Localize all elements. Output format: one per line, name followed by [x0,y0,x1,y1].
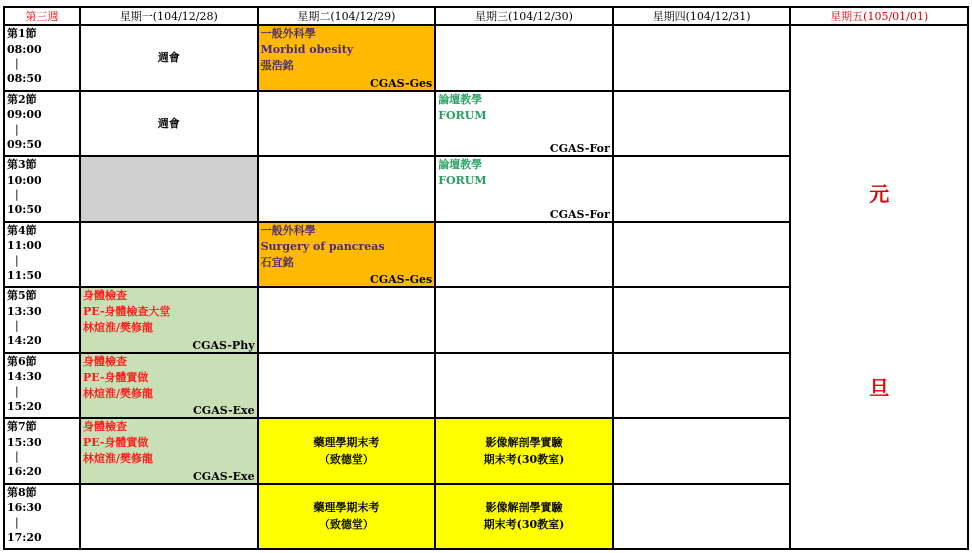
time-separator: | [15,122,19,136]
exam-title: 藥理學期末考 [313,435,380,449]
period-end: 08:50 [7,72,42,85]
course-code: CGAS-Phy [192,338,255,352]
tue-p4-course[interactable] [258,222,436,288]
period-row-1 [4,25,968,91]
mon-p8-cell[interactable] [80,484,258,550]
wed-p6-cell[interactable] [435,353,613,419]
period-end: 14:20 [7,334,42,347]
time-separator: | [15,57,19,70]
thu-p7-cell[interactable] [613,418,791,484]
mon-p4-cell[interactable] [80,222,258,288]
wed-p8-exam[interactable] [435,484,613,550]
period-end: 09:50 [7,137,42,151]
wed-p7-exam[interactable] [435,418,613,484]
course-topic: Surgery of pancreas [260,239,385,253]
period-label: 第6節 [7,354,37,368]
thu-p8-cell[interactable] [613,484,791,550]
period-cell [4,25,80,91]
assembly-text: 週會 [157,116,180,130]
friday-holiday-cell [790,25,968,549]
exam-location: 期末考(30教室) [483,518,565,532]
period-label: 第5節 [7,289,37,302]
course-code: CGAS-Ges [370,273,433,286]
wed-p3-course[interactable] [435,156,613,222]
course-teacher: 林煊淮/樊修龍 [83,321,154,334]
period-cell [4,418,80,484]
period-label: 第1節 [7,27,37,40]
period-label: 第3節 [7,158,37,171]
tue-p5-cell[interactable] [258,287,436,353]
period-label: 第2節 [7,92,37,106]
course-subject: 論壇教學 [438,92,483,106]
day-header-fri: 星期五(105/01/01) [790,7,968,25]
day-header-tue: 星期二(104/12/29) [258,7,436,25]
assembly-text: 週會 [157,51,180,65]
period-end: 15:20 [7,399,42,413]
course-code: CGAS-Exe [193,469,255,483]
course-code: CGAS-For [549,207,610,221]
mon-p6-course[interactable] [80,353,258,419]
course-subject: 身體檢查 [83,289,127,302]
period-start: 16:30 [7,501,42,514]
period-cell [4,222,80,288]
exam-title: 影像解剖學實驗 [485,501,563,515]
period-start: 08:00 [7,42,42,56]
week-header: 第三週 [4,7,80,25]
tue-p3-cell[interactable] [258,156,436,222]
period-start: 11:00 [7,239,42,252]
course-subject: 身體檢查 [83,420,127,433]
course-code: CGAS-For [549,142,610,155]
period-label: 第8節 [7,485,37,499]
period-start: 13:30 [7,304,42,318]
mon-p2-cell[interactable] [80,91,258,157]
day-header-thu: 星期四(104/12/31) [613,7,791,25]
time-separator: | [15,319,19,332]
time-separator: | [15,450,19,463]
exam-title: 影像解剖學實驗 [485,435,563,449]
tue-p8-exam[interactable] [258,484,436,550]
course-teacher: 林煊淮/樊修龍 [83,386,154,400]
course-subject: 論壇教學 [438,158,483,171]
period-cell [4,287,80,353]
tue-p1-course[interactable] [258,25,436,91]
wed-p4-cell[interactable] [435,222,613,288]
period-label: 第7節 [7,420,37,433]
course-topic: Morbid obesity [260,43,354,56]
thu-p5-cell[interactable] [613,287,791,353]
exam-location: （致德堂） [318,452,374,466]
thu-p2-cell[interactable] [613,91,791,157]
tue-p6-cell[interactable] [258,353,436,419]
thu-p6-cell[interactable] [613,353,791,419]
time-separator: | [15,515,19,529]
tue-p2-cell[interactable] [258,91,436,157]
course-teacher: 石宜銘 [260,255,294,269]
period-start: 10:00 [7,173,42,187]
exam-location: （致德堂） [318,518,374,532]
thu-p3-cell[interactable] [613,156,791,222]
header-row [4,7,968,25]
period-cell [4,353,80,419]
day-header-mon: 星期一(104/12/28) [80,7,258,25]
period-cell [4,484,80,550]
period-start: 14:30 [7,370,42,383]
holiday-char-1: 元 [869,182,890,206]
thu-p4-cell[interactable] [613,222,791,288]
course-teacher: 張浩銘 [260,59,294,72]
course-topic: FORUM [438,174,487,187]
period-end: 10:50 [7,203,42,216]
period-cell [4,156,80,222]
mon-p5-course[interactable] [80,287,258,353]
day-header-wed: 星期三(104/12/30) [435,7,613,25]
course-teacher: 林煊淮/樊修龍 [83,452,154,465]
course-topic: PE-身體檢查大堂 [83,305,171,318]
period-start: 09:00 [7,108,42,121]
period-end: 17:20 [7,530,42,544]
time-separator: | [15,188,19,201]
period-cell [4,91,80,157]
period-start: 15:30 [7,435,42,449]
course-code: CGAS-Ges [370,76,433,90]
wed-p1-cell[interactable] [435,25,613,91]
course-subject: 一般外科學 [260,27,316,40]
tue-p7-exam[interactable] [258,418,436,484]
mon-p7-course[interactable] [80,418,258,484]
period-end: 16:20 [7,465,42,478]
course-topic: PE-身體實做 [83,370,149,384]
time-separator: | [15,253,19,267]
mon-p1-cell[interactable] [80,25,258,91]
thu-p1-cell[interactable] [613,25,791,91]
course-subject: 一般外科學 [260,223,316,237]
course-topic: FORUM [438,108,487,122]
course-code: CGAS-Exe [193,404,255,417]
mon-p3-cell[interactable] [80,156,258,222]
exam-location: 期末考(30教室) [483,452,565,466]
weekly-schedule-table [3,6,969,550]
time-separator: | [15,384,19,398]
wed-p5-cell[interactable] [435,287,613,353]
holiday-char-2: 旦 [869,376,890,400]
period-end: 11:50 [7,268,42,282]
period-label: 第4節 [7,223,37,237]
exam-title: 藥理學期末考 [313,501,380,515]
course-subject: 身體檢查 [83,354,127,368]
wed-p2-course[interactable] [435,91,613,157]
course-topic: PE-身體實做 [83,436,149,449]
